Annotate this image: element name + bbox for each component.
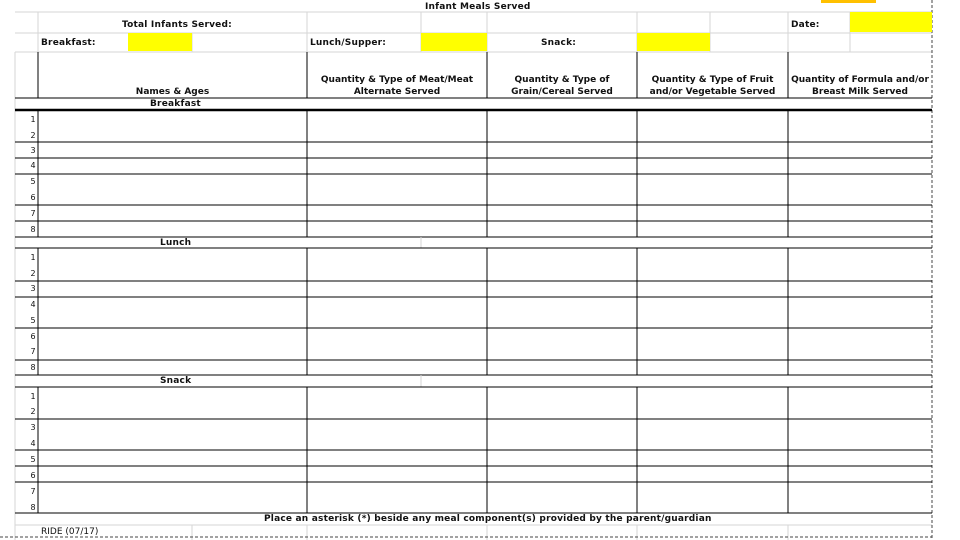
row-number: 1	[30, 115, 36, 124]
col-header-grain-line1: Quantity & Type of	[514, 75, 610, 85]
row-number: 8	[30, 225, 36, 234]
row-number: 5	[30, 455, 36, 464]
row-number: 4	[30, 161, 36, 170]
accent-strip	[821, 0, 876, 3]
col-header-meat-line2: Alternate Served	[353, 87, 441, 97]
section-rows	[15, 110, 932, 513]
col-header-fruit	[637, 74, 788, 98]
row-number: 4	[30, 439, 36, 448]
section-label-snack: Snack	[160, 376, 192, 386]
snack-count-field[interactable]	[637, 33, 710, 51]
row-number: 8	[30, 363, 36, 372]
form-title: Infant Meals Served	[425, 2, 531, 12]
breakfast-count-field[interactable]	[128, 33, 192, 51]
row-number: 3	[30, 146, 36, 155]
row-number: 6	[30, 332, 36, 341]
row-number: 5	[30, 316, 36, 325]
date-label: Date:	[791, 20, 820, 30]
row-number: 2	[30, 407, 36, 416]
row-number: 8	[30, 503, 36, 512]
col-header-formula	[788, 74, 932, 98]
col-header-meat-line1: Quantity & Type of Meat/Meat	[320, 75, 474, 85]
row-number: 6	[30, 193, 36, 202]
section-label-breakfast: Breakfast	[150, 99, 201, 109]
row-number: 4	[30, 300, 36, 309]
col-header-fruit-line2: and/or Vegetable Served	[649, 87, 776, 97]
row-number: 2	[30, 131, 36, 140]
col-header-meat	[307, 74, 487, 98]
col-header-grain-line2: Grain/Cereal Served	[511, 87, 613, 97]
breakfast-count-label: Breakfast:	[41, 38, 96, 48]
snack-count-label: Snack:	[541, 38, 577, 48]
row-number: 3	[30, 423, 36, 432]
form-code: RIDE (07/17)	[41, 527, 99, 537]
lunch-supper-count-field[interactable]	[421, 33, 487, 51]
total-infants-label: Total Infants Served:	[122, 20, 232, 30]
row-number: 6	[30, 471, 36, 480]
row-number: 7	[30, 487, 36, 496]
row-number: 3	[30, 284, 36, 293]
section-label-lunch: Lunch	[160, 238, 192, 248]
col-header-fruit-line1: Quantity & Type of Fruit	[651, 75, 774, 85]
row-number: 2	[30, 269, 36, 278]
col-header-names: Names & Ages	[135, 87, 210, 97]
row-number: 7	[30, 347, 36, 356]
row-number: 5	[30, 177, 36, 186]
row-number: 7	[30, 209, 36, 218]
lunch-supper-count-label: Lunch/Supper:	[310, 38, 387, 48]
footer-note: Place an asterisk (*) beside any meal component(s) provided by the parent/guardian	[264, 514, 712, 524]
date-field[interactable]	[850, 12, 932, 32]
col-header-formula-line2: Breast Milk Served	[812, 87, 908, 97]
col-header-grain	[487, 74, 637, 98]
row-number: 1	[30, 253, 36, 262]
col-header-formula-line1: Quantity of Formula and/or	[791, 75, 929, 85]
row-number: 1	[30, 392, 36, 401]
